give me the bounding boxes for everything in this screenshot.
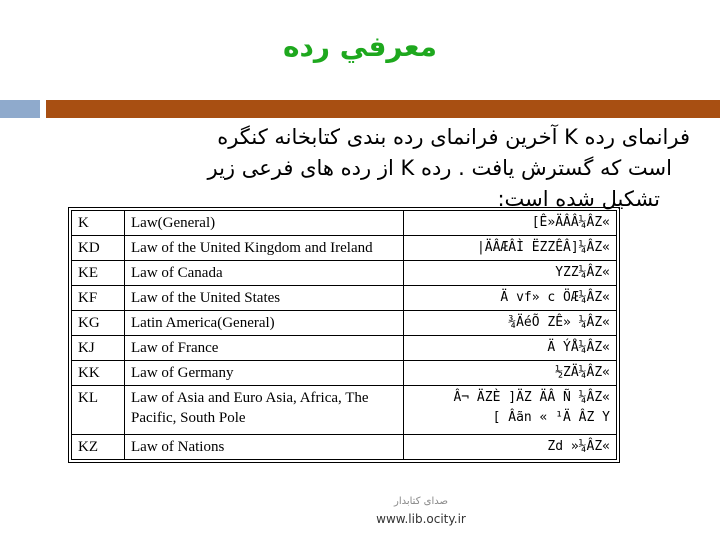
persian-cell: ½ZÄ¼ÂZ« <box>404 361 617 386</box>
table-row <box>72 311 617 336</box>
intro-line: است که گسترش یافت . رده K از رده های فرعی زیر <box>207 156 672 180</box>
name-cell: Law of Nations <box>125 435 404 460</box>
subclass-table <box>71 210 617 460</box>
persian-cell: Ä vf» c ÖÆ¼ÂZ« <box>404 286 617 311</box>
code-cell: KJ <box>72 336 125 361</box>
table-row <box>72 236 617 261</box>
table-row <box>72 261 617 286</box>
code-cell: KK <box>72 361 125 386</box>
persian-cell: ¾ÄéÕ ZÊ» ¼ÂZ« <box>404 311 617 336</box>
name-cell: Law of Asia and Euro Asia, Africa, The Pacific, South Pole <box>125 386 404 435</box>
persian-cell: Zd »¼ÂZ« <box>404 435 617 460</box>
table-row <box>72 386 617 435</box>
accent-bar-blue <box>0 100 40 118</box>
name-cell: Law of Canada <box>125 261 404 286</box>
code-cell: KF <box>72 286 125 311</box>
table-row <box>72 211 617 236</box>
code-cell: KL <box>72 386 125 435</box>
footer-site-name: صدای کتابدار <box>394 496 448 507</box>
intro-line: فرانمای رده K آخرین فرانمای رده بندی کتابخانه کنگره <box>217 125 690 149</box>
table-row <box>72 336 617 361</box>
name-cell: Law of Germany <box>125 361 404 386</box>
persian-cell: YZZ¼ÂZ« <box>404 261 617 286</box>
subclass-table-frame <box>68 207 620 463</box>
intro-paragraph <box>28 122 690 215</box>
persian-cell: Â¬ ÄZÈ ]ÄZ ÄÂ Ñ ¼ÂZ« [ Âãn « ¹Ä ÂZ Y <box>404 386 617 435</box>
code-cell: KZ <box>72 435 125 460</box>
code-cell: KE <box>72 261 125 286</box>
name-cell: Latin America(General) <box>125 311 404 336</box>
name-cell: Law(General) <box>125 211 404 236</box>
slide-title: معرفي رده <box>283 30 437 63</box>
accent-bar-brown <box>46 100 720 118</box>
footer-url: www.lib.ocity.ir <box>376 512 466 526</box>
persian-cell: Ä ÝÅ¼ÂZ« <box>404 336 617 361</box>
code-cell: KD <box>72 236 125 261</box>
code-cell: K <box>72 211 125 236</box>
intro-line: تشکیل شده است: <box>497 187 660 211</box>
name-cell: Law of the United Kingdom and Ireland <box>125 236 404 261</box>
name-cell: Law of France <box>125 336 404 361</box>
code-cell: KG <box>72 311 125 336</box>
table-row <box>72 286 617 311</box>
persian-cell: [Ê»ÄÂÂ¼ÂZ« <box>404 211 617 236</box>
name-cell: Law of the United States <box>125 286 404 311</box>
table-row <box>72 361 617 386</box>
persian-cell: |ÄÂÆÂÌ ËZZÊÂ]¼ÂZ« <box>404 236 617 261</box>
table-row <box>72 435 617 460</box>
